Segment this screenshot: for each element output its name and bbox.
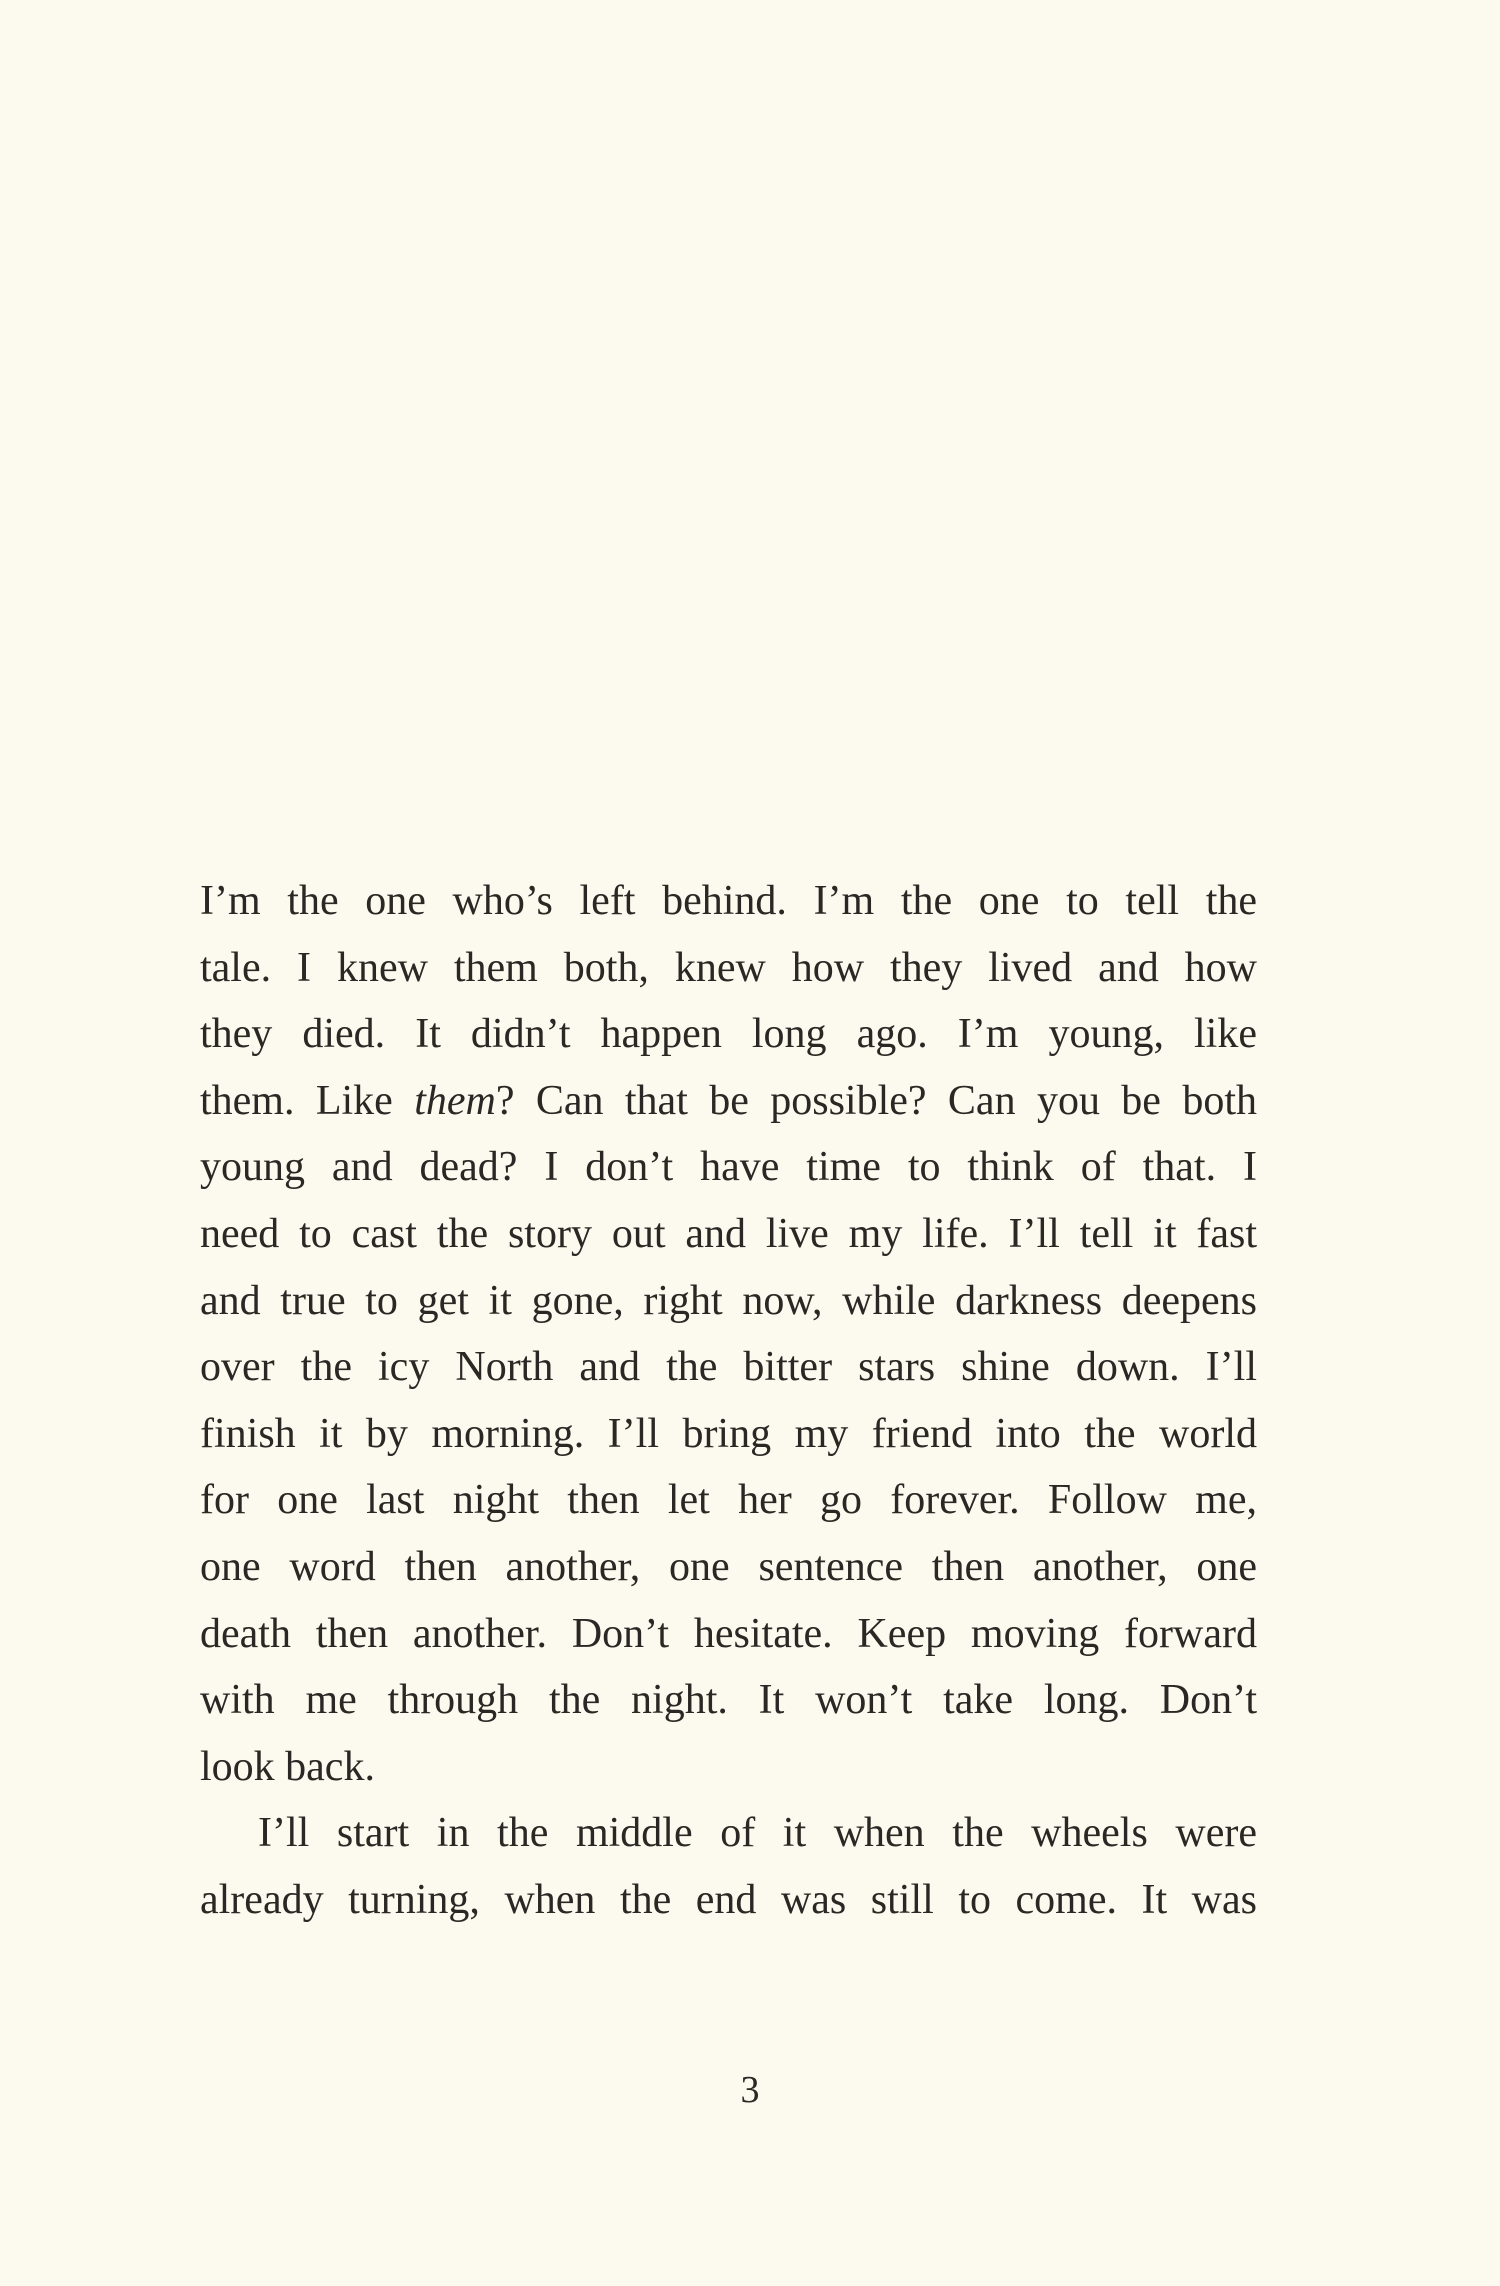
text-line: need to cast the story out and live my life. I’ll tell it fast: [200, 1210, 1257, 1257]
text-line: death then another. Don’t hesitate. Keep moving forward: [200, 1610, 1257, 1657]
text-span: ? Can that be possible? Can you be both: [495, 1077, 1257, 1124]
emphasis-text: them: [414, 1077, 496, 1124]
text-line: already turning, when the end was still to come. It was: [200, 1876, 1257, 1923]
text-line: one word then another, one sentence then another, one: [200, 1543, 1257, 1590]
body-text: [200, 868, 1257, 1934]
text-line: I’ll start in the middle of it when the wheels were: [258, 1810, 1257, 1857]
text-line: look back.: [200, 1743, 375, 1790]
text-line: with me through the night. It won’t take long. Don’t: [200, 1677, 1257, 1724]
text-line: [200, 1068, 1257, 1135]
page-number: 3: [740, 2069, 760, 2111]
text-line: and true to get it gone, right now, while darkness deepens: [200, 1277, 1257, 1324]
text-line: tale. I knew them both, knew how they lived and how: [200, 944, 1257, 991]
text-line: they died. It didn’t happen long ago. I’m young, like: [200, 1011, 1257, 1058]
text-line: young and dead? I don’t have time to think of that. I: [200, 1144, 1257, 1191]
text-line: for one last night then let her go forever. Follow me,: [200, 1477, 1257, 1524]
text-line: finish it by morning. I’ll bring my friend into the world: [200, 1410, 1257, 1457]
text-line: over the icy North and the bitter stars shine down. I’ll: [200, 1344, 1257, 1391]
text-line: I’m the one who’s left behind. I’m the one to tell the: [200, 878, 1257, 924]
text-span: them. Like: [200, 1077, 415, 1124]
